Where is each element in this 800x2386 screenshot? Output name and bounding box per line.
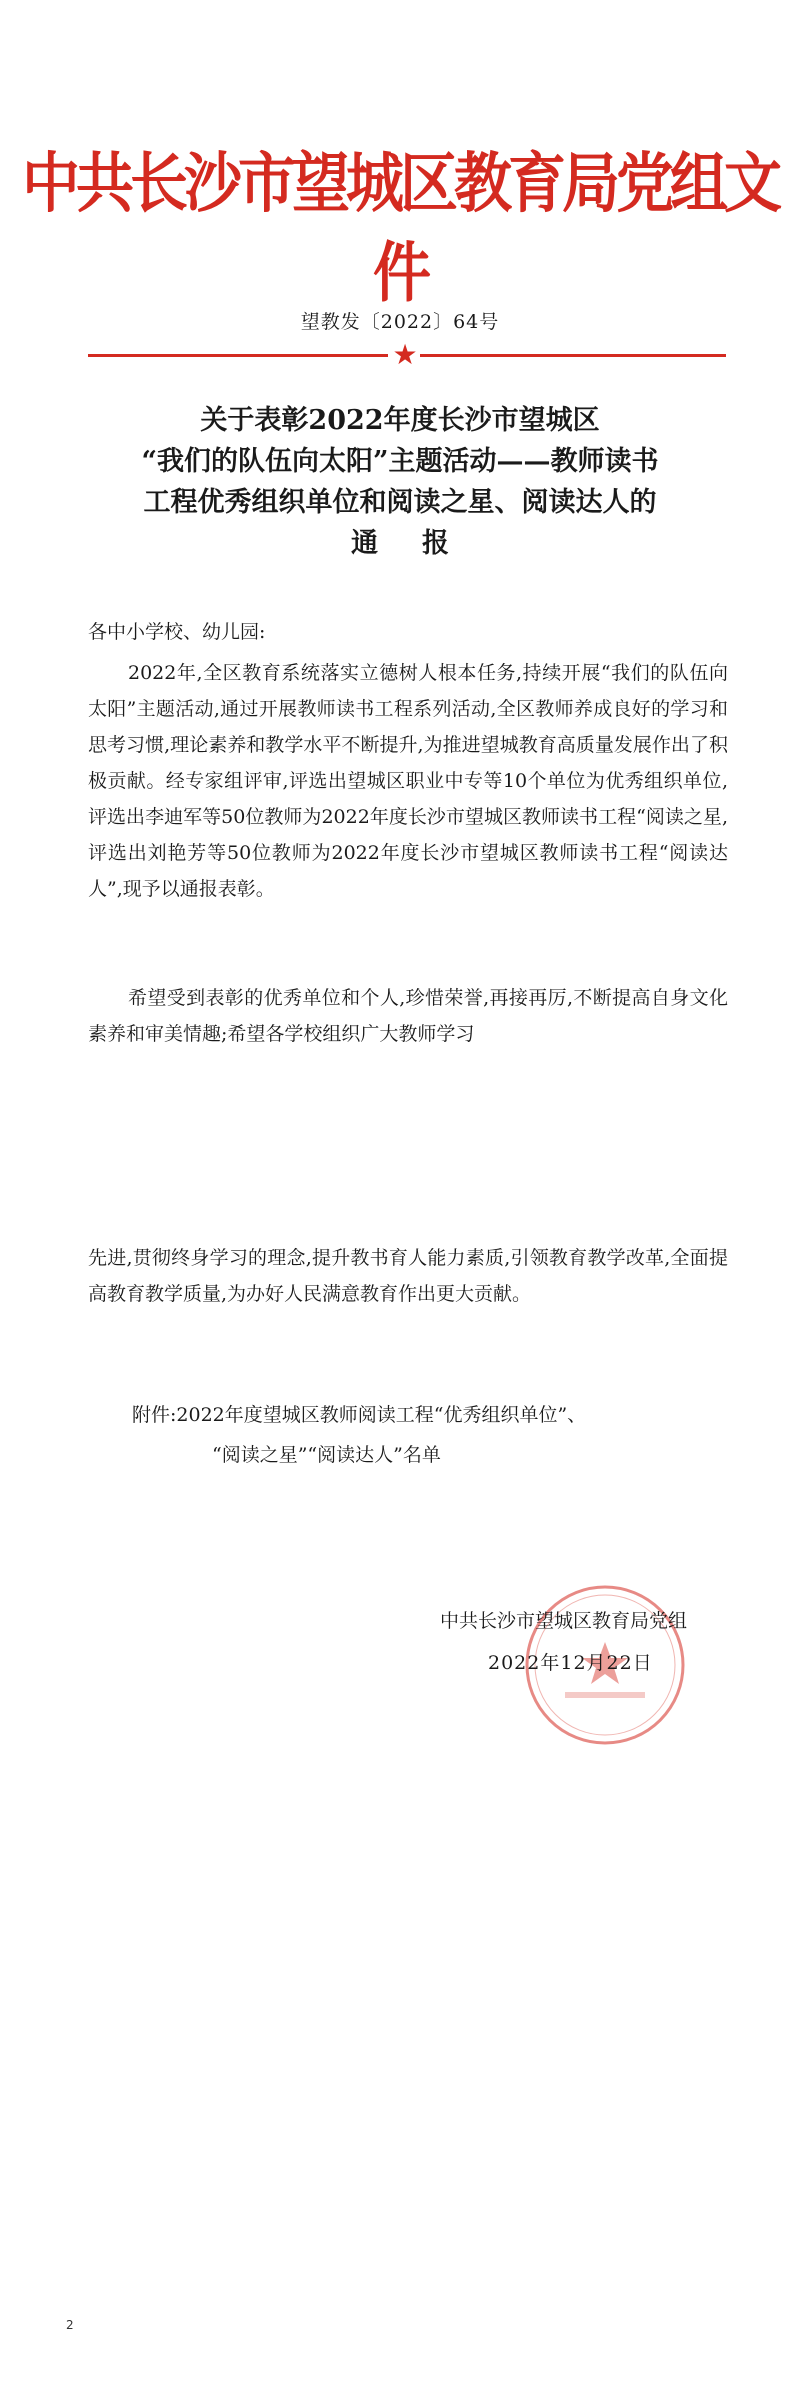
red-star-icon: ★ xyxy=(392,338,418,371)
attachment-line-1: 附件:2022年度望城区教师阅读工程“优秀组织单位”、 xyxy=(132,1404,587,1426)
attachment-line-2: “阅读之星”“阅读达人”名单 xyxy=(212,1444,441,1466)
title-line-4: 通报 xyxy=(351,528,493,559)
title-line-3: 工程优秀组织单位和阅读之星、阅读达人的 xyxy=(143,487,657,518)
signature-block xyxy=(440,1600,770,1684)
title-line-1: 关于表彰2022年度长沙市望城区 xyxy=(200,405,600,436)
body-paragraph-2: 希望受到表彰的优秀单位和个人,珍惜荣誉,再接再厉,不断提高自身文化素养和审美情趣;希望各学校组织广大教师学习 xyxy=(88,987,728,1045)
signature-date: 2022年12月22日 xyxy=(488,1652,653,1674)
salutation: 各中小学校、幼儿园: xyxy=(88,621,266,643)
attachment-note xyxy=(132,1395,752,1475)
document-header-title: 中共长沙市望城区教育局党组文件 xyxy=(21,145,778,311)
signature-organization: 中共长沙市望城区教育局党组 xyxy=(440,1610,688,1632)
red-rule-left xyxy=(88,354,388,357)
document-number: 望教发〔2022〕64号 xyxy=(300,311,500,333)
title-line-2: “我们的队伍向太阳”主题活动——教师读书 xyxy=(141,446,659,477)
body-paragraph-1: 2022年,全区教育系统落实立德树人根本任务,持续开展“我们的队伍向太阳”主题活动,通过开展教师读书工程系列活动,全区教师养成良好的学习和思考习惯,理论素养和教学水平不断提升,为推进望城教育高质量发展作出了积极贡献。经专家组评审,评选出望城区职业中专等10个单位为优秀组织单位,评选出李迪军等50位教师为2022年度长沙市望城区教师读书工程“阅读之星,评选出刘艳芳等50位教师为2022年度长沙市望城区教师读书工程“阅读达人”,现予以通报表彰。 xyxy=(88,662,728,900)
document-title xyxy=(60,400,740,564)
page-number: 2 xyxy=(66,2318,74,2332)
body-paragraph-3: 先进,贯彻终身学习的理念,提升教书育人能力素质,引领教育教学改革,全面提高教育教学质量,为办好人民满意教育作出更大贡献。 xyxy=(88,1247,728,1305)
red-rule-right xyxy=(420,354,726,357)
